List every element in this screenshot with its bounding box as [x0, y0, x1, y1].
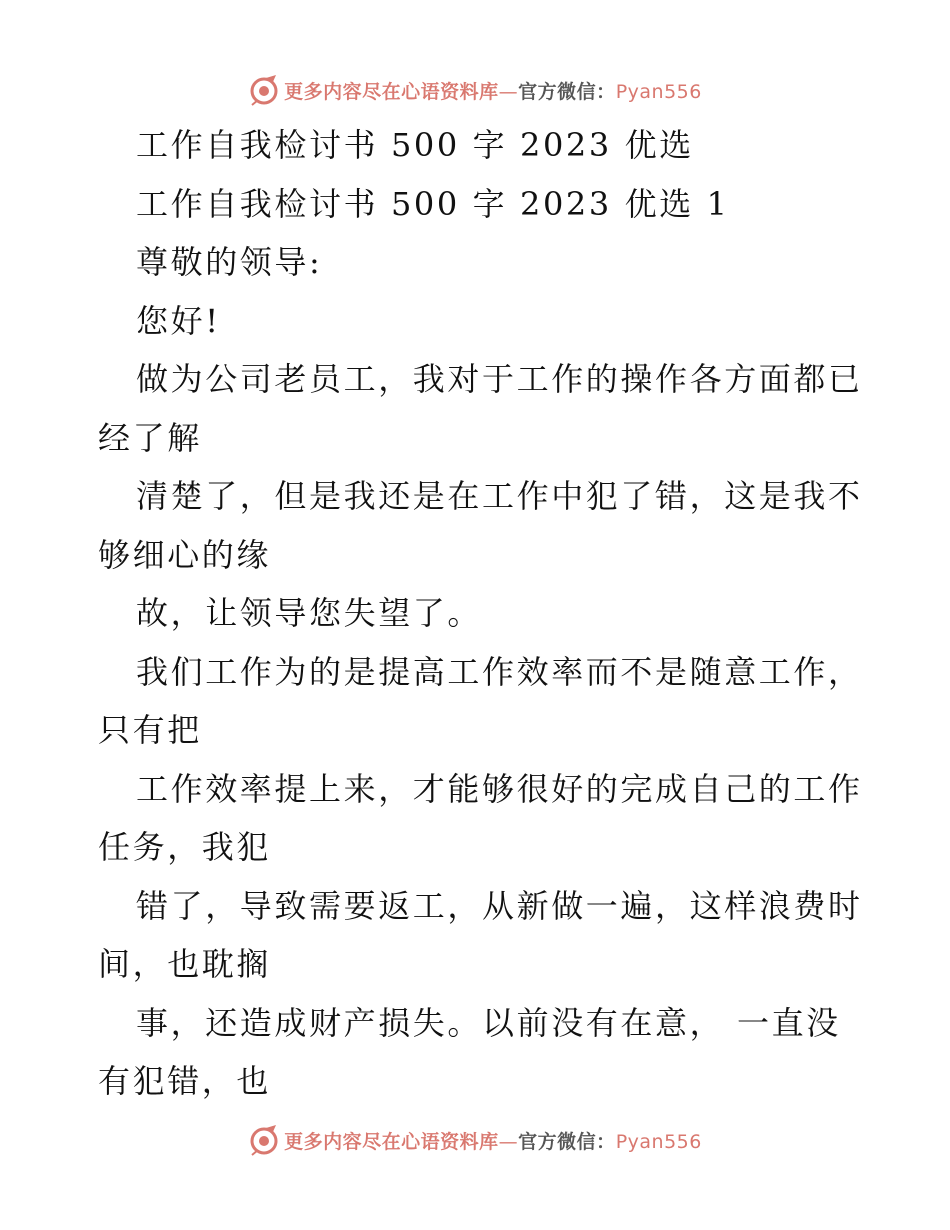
text-line: 任务，我犯: [98, 828, 272, 866]
text-line: 事，还造成财产损失。以前没有在意， 一直没: [136, 1003, 841, 1042]
banner-handle: Pyan556: [615, 80, 702, 103]
text-line: 够细心的缘: [98, 535, 272, 574]
text-line: 只有把: [98, 711, 202, 749]
banner-label: 官方微信：: [518, 80, 616, 103]
text-line: 我们工作为的是提高工作效率而不是随意工作，: [136, 652, 863, 691]
text-line: 故，让领导您失望了。: [136, 594, 483, 632]
pen-nib-circle-icon: [248, 74, 280, 106]
footer-banner: [0, 1120, 950, 1160]
text-line: 做为公司老员工，我对于工作的操作各方面都已: [136, 360, 863, 398]
banner-dash: —: [498, 80, 519, 103]
text-line: 经了解: [98, 418, 202, 457]
text-line: 有犯错，也: [98, 1062, 272, 1100]
text-line: 间，也耽搁: [98, 945, 272, 983]
banner-handle: Pyan556: [615, 1130, 702, 1153]
document-title: 工作自我检讨书 500 字 2023 优选: [136, 126, 694, 164]
greeting: 您好!: [136, 301, 221, 340]
text-line: 清楚了，但是我还是在工作中犯了错，这是我不: [136, 477, 863, 515]
banner-label: 官方微信：: [518, 1130, 616, 1153]
document-body: [98, 116, 863, 1111]
banner-dash: —: [498, 1130, 519, 1153]
pen-nib-circle-icon: [248, 1124, 280, 1156]
text-line: 工作效率提上来，才能够很好的完成自己的工作: [136, 769, 863, 808]
banner-brand: 更多内容尽在心语资料库: [284, 80, 499, 103]
header-banner: [0, 70, 950, 110]
section-title: 工作自我检讨书 500 字 2023 优选 1: [136, 184, 730, 223]
salutation: 尊敬的领导:: [136, 243, 323, 281]
banner-brand: 更多内容尽在心语资料库: [284, 1130, 499, 1153]
text-line: 错了，导致需要返工，从新做一遍，这样浪费时: [136, 886, 863, 925]
